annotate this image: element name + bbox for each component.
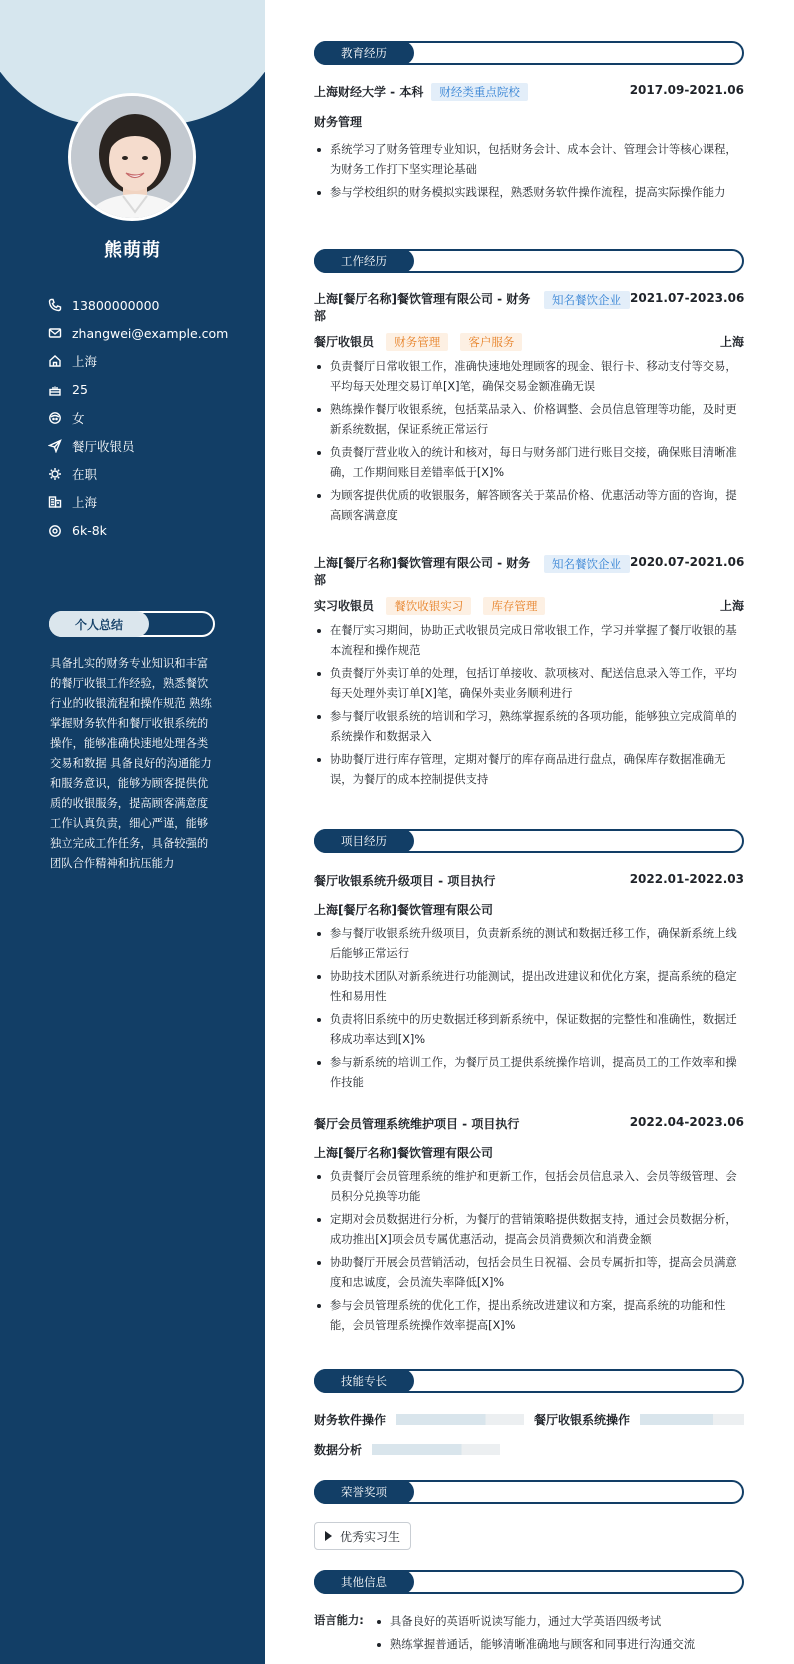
list-item: 具备良好的英语听说读写能力，通过大学英语四级考试 [374,1612,744,1632]
list-item: 定期对会员数据进行分析，为餐厅的营销策略提供数据支持，通过会员数据分析，成功推出[X]项会员专属优惠活动，提高会员消费频次和消费金额 [314,1210,744,1250]
skill-name: 数据分析 [314,1443,363,1457]
project-bullets [314,924,744,1093]
list-item: 负责餐厅营业收入的统计和核对，每日与财务部门进行账目交接，确保账目清晰准确，工作期间账目差错率低于[X]% [314,443,744,483]
list-item: 协助餐厅进行库存管理，定期对餐厅的库存商品进行盘点，确保库存数据准确无误，为餐厅的成本控制提供支持 [314,750,744,790]
skills-section-title [314,1369,744,1393]
project-bullets [314,1167,744,1336]
email-text: zhangwei@example.com [72,325,229,341]
school-name: 上海财经大学 - 本科 [314,85,424,99]
city-text: 上海 [72,495,98,511]
summary-text: 具备扎实的财务专业知识和丰富的餐厅收银工作经验，熟悉餐饮行业的收银流程和操作规范 熟练掌握财务软件和餐厅收银系统的操作，能够准确快速地处理各类交易和数据 具备良好的沟通能力和服务意识，能够为顾客提供优质的收银服务，提高顾客满意度 工作认真负责，细心严谨，能够独立完成工作任务，具备较强的团队合作精神和抗压能力 [50,657,212,870]
skill-item [314,1411,524,1428]
work-entry [314,555,744,790]
skill-tag: 库存管理 [483,597,545,615]
skill-name: 财务软件操作 [314,1413,387,1427]
age-text: 25 [72,382,88,398]
home-text: 上海 [72,354,98,370]
avatar [68,93,196,221]
project-date: 2022.04-2023.06 [629,1115,744,1129]
language-label: 语言能力: [314,1614,364,1627]
contact-age [48,376,228,404]
position-text: 餐厅收银员 [72,439,135,455]
skill-name: 餐厅收银系统操作 [534,1413,631,1427]
contact-status [48,460,228,488]
list-item: 负责餐厅日常收银工作，准确快速地处理顾客的现金、银行卡、移动支付等交易，平均每天处理交易订单[X]笔，确保交易金额准确无误 [314,357,744,397]
education-section-title [314,41,744,65]
phone-text: 13800000000 [72,297,160,313]
work-entry [314,291,744,526]
sidebar [0,0,265,1664]
work-date: 2021.07-2023.06 [630,291,745,305]
skill-level-bar [640,1414,744,1425]
education-date: 2017.09-2021.06 [629,83,744,97]
contact-list [48,291,228,545]
contact-salary [48,517,228,545]
summary-section-title [49,611,215,637]
work-date: 2020.07-2021.06 [630,555,745,569]
position-icon [48,439,62,453]
contact-email [48,319,228,347]
play-icon [325,1531,332,1541]
language-list [374,1612,744,1655]
list-item: 熟练掌握普通话，能够清晰准确地与顾客和同事进行沟通交流 [374,1635,744,1655]
contact-city [48,488,228,516]
gender-icon [48,411,62,425]
status-icon [48,467,62,481]
other-section-title [314,1570,744,1594]
project-section-title [314,829,744,853]
list-item: 负责餐厅外卖订单的处理，包括订单接收、款项核对、配送信息录入等工作，平均每天处理外卖订单[X]笔，确保外卖业务顺利进行 [314,664,744,704]
work-bullets [314,621,744,790]
status-text: 在职 [72,467,98,483]
skill-tag: 餐饮收银实习 [386,597,471,615]
school-tag: 财经类重点院校 [431,83,528,101]
skill-item [534,1411,744,1428]
education-title-label: 教育经历 [314,41,414,65]
education-entry [314,83,744,203]
list-item: 参与会员管理系统的优化工作，提出系统改进建议和方案，提高系统的功能和性能，会员管理系统操作效率提高[X]% [314,1296,744,1336]
major-name: 财务管理 [314,115,363,129]
list-item: 系统学习了财务管理专业知识，包括财务会计、成本会计、管理会计等核心课程，为财务工作打下坚实理论基础 [314,140,744,180]
gender-text: 女 [72,410,85,426]
list-item: 协助餐厅开展会员营销活动，包括会员生日祝福、会员专属折扣等，提高会员满意度和忠诚度，会员流失率降低[X]% [314,1253,744,1293]
role-name: 餐厅收银员 [314,335,375,349]
mail-icon [48,326,62,340]
skill-tag: 客户服务 [460,333,522,351]
work-location: 上海 [719,335,744,349]
skill-level-bar [396,1414,524,1425]
work-location: 上海 [719,599,744,613]
skills-title-label: 技能专长 [314,1369,414,1393]
company-name: 上海[餐厅名称]餐饮管理有限公司 - 财务部 [314,556,531,587]
honor-badge [314,1522,411,1550]
contact-phone [48,291,228,319]
company-tag: 知名餐饮企业 [544,555,630,573]
skill-item [314,1441,500,1458]
list-item: 为顾客提供优质的收银服务，解答顾客关于菜品价格、优惠活动等方面的咨询，提高顾客满意度 [314,486,744,526]
other-title-label: 其他信息 [314,1570,414,1594]
skill-level-bar [372,1444,500,1455]
company-name: 上海[餐厅名称]餐饮管理有限公司 - 财务部 [314,292,531,323]
list-item: 参与餐厅收银系统的培训和学习，熟练掌握系统的各项功能，能够独立完成简单的系统操作和数据录入 [314,707,744,747]
honor-text: 优秀实习生 [340,1529,401,1544]
contact-gender [48,404,228,432]
project-company: 上海[餐厅名称]餐饮管理有限公司 [314,1146,493,1160]
contact-position [48,432,228,460]
list-item: 参与新系统的培训工作，为餐厅员工提供系统操作培训，提高员工的工作效率和操作技能 [314,1053,744,1093]
summary-title-label: 个人总结 [49,611,149,637]
list-item: 参与学校组织的财务模拟实践课程，熟悉财务软件操作流程，提高实际操作能力 [314,183,744,203]
project-name: 餐厅收银系统升级项目 - 项目执行 [314,874,496,888]
list-item: 负责将旧系统中的历史数据迁移到新系统中，保证数据的完整性和准确性，数据迁移成功率达到[X]% [314,1010,744,1050]
salary-text: 6k-8k [72,523,107,539]
project-entry [314,872,744,1093]
phone-icon [48,298,62,312]
education-bullets [314,140,744,203]
list-item: 在餐厅实习期间，协助正式收银员完成日常收银工作，学习并掌握了餐厅收银的基本流程和操作规范 [314,621,744,661]
project-entry [314,1115,744,1336]
honors-title-label: 荣誉奖项 [314,1480,414,1504]
work-title-label: 工作经历 [314,249,414,273]
list-item: 熟练操作餐厅收银系统，包括菜品录入、价格调整、会员信息管理等功能，及时更新系统数据，保证系统正常运行 [314,400,744,440]
age-icon [48,383,62,397]
list-item: 参与餐厅收银系统升级项目，负责新系统的测试和数据迁移工作，确保新系统上线后能够正常运行 [314,924,744,964]
candidate-name: 熊萌萌 [104,240,161,261]
work-section-title [314,249,744,273]
list-item: 负责餐厅会员管理系统的维护和更新工作，包括会员信息录入、会员等级管理、会员积分兑换等功能 [314,1167,744,1207]
work-bullets [314,357,744,526]
list-item: 协助技术团队对新系统进行功能测试，提出改进建议和优化方案，提高系统的稳定性和易用性 [314,967,744,1007]
contact-home [48,347,228,375]
city-icon [48,495,62,509]
salary-icon [48,524,62,538]
language-info [314,1612,744,1658]
role-name: 实习收银员 [314,599,375,613]
avatar-portrait [71,96,196,221]
project-company: 上海[餐厅名称]餐饮管理有限公司 [314,903,493,917]
project-date: 2022.01-2022.03 [629,872,744,886]
project-name: 餐厅会员管理系统维护项目 - 项目执行 [314,1117,520,1131]
home-icon [48,354,62,368]
honors-section-title [314,1480,744,1504]
skill-tag: 财务管理 [386,333,448,351]
company-tag: 知名餐饮企业 [544,291,630,309]
project-title-label: 项目经历 [314,829,414,853]
